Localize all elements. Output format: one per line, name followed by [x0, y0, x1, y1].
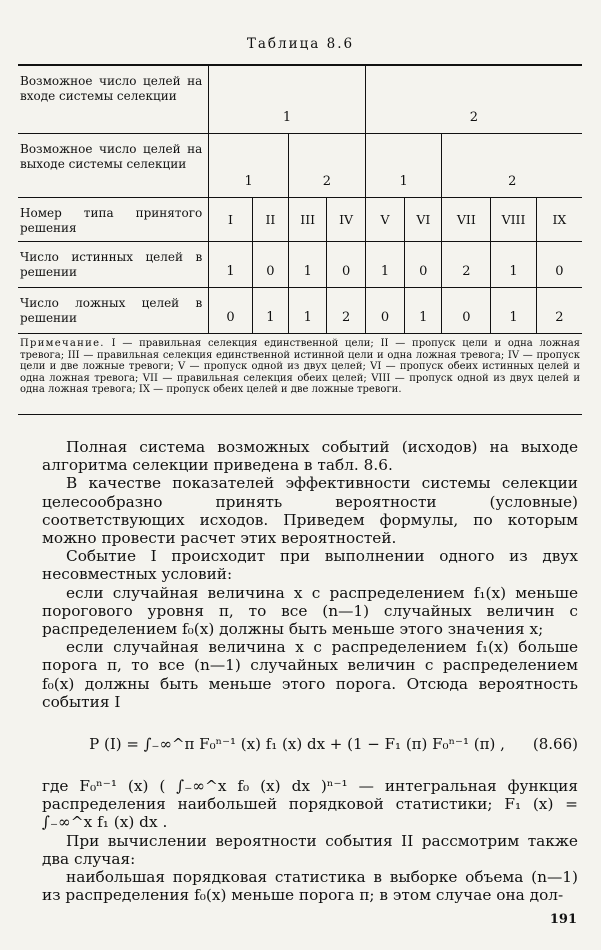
table-cell: 2	[289, 133, 366, 197]
table-cell: 1	[289, 287, 327, 333]
row-label-type: Номер типа принятого решения	[18, 197, 209, 241]
paragraph: Полная система возможных событий (исходов) на выходе алгоритма селекции приведена в табл. 8.6.	[42, 438, 578, 475]
table-cell: III	[289, 197, 327, 241]
table-cell: VIII	[491, 197, 537, 241]
table-cell: IV	[327, 197, 365, 241]
paragraph: В качестве показателей эффективности системы селекции целесообразно принять вероятности (условные) соответствующих исходов. Приведем формулы, по которым можно провести расчет этих вероятностей.	[42, 474, 578, 548]
paragraph: если случайная величина x с распределением f₁(x) меньше порогового уровня π, то все (n—1) случайных величин с распределением f₀(x) должны быть меньше этого значения x;	[42, 583, 578, 639]
table-cell: 1	[209, 241, 253, 287]
table-cell: 2	[536, 287, 582, 333]
table-cell: 0	[536, 241, 582, 287]
table-cell: 1	[491, 241, 537, 287]
note-text: I — правильная селекция единственной цели; II — пропуск цели и одна ложная тревога; III — правильная селекция единственной истинной цели и одна ложная тревога; IV — пропуск цели и две ложные тревоги; V — пропуск одной из двух целей; VI — пропуск обеих истинных целей и одна ложная тревога; VII — правильная селекция обеих целей; VIII — пропуск одной из двух целей и одна ложная тревога; IX — пропуск обеих целей и две ложные тревоги.	[20, 338, 580, 396]
divider	[18, 414, 582, 415]
table-cell: 1	[365, 133, 442, 197]
table-cell: 2	[327, 287, 365, 333]
table-row-output	[18, 133, 582, 197]
table-cell: 1	[405, 287, 442, 333]
table-cell: 0	[442, 287, 491, 333]
table-cell: 0	[252, 241, 288, 287]
formula-number: (8.66)	[532, 734, 578, 753]
row-label-false: Число ложных целей в решении	[18, 287, 209, 333]
table-cell: 1	[365, 241, 404, 287]
note-lead: Примечание.	[20, 338, 105, 349]
table-cell: 0	[327, 241, 365, 287]
table-cell: IX	[536, 197, 582, 241]
table-row-input	[18, 65, 582, 133]
table-row-false	[18, 287, 582, 333]
table-cell: VI	[405, 197, 442, 241]
table-cell: 2	[442, 241, 491, 287]
table-row-type	[18, 197, 582, 241]
table-caption: Таблица 8.6	[246, 36, 355, 52]
table-row-true	[18, 241, 582, 287]
body-text	[42, 438, 578, 904]
formula-8-66	[42, 711, 578, 777]
table-cell: 1	[209, 133, 289, 197]
table-cell: V	[365, 197, 404, 241]
paragraph: При вычислении вероятности события II рассмотрим также два случая:	[42, 831, 578, 868]
table-cell: I	[209, 197, 253, 241]
table-note	[20, 338, 580, 396]
page-number: 191	[549, 912, 577, 927]
row-label-true: Число истинных целей в решении	[18, 241, 209, 287]
table-8-6	[18, 64, 582, 334]
formula-expression: P (I) = ∫₋∞^π F₀ⁿ⁻¹ (x) f₁ (x) dx + (1 − F₁ (π) F₀ⁿ⁻¹ (π) ,	[89, 734, 505, 753]
table-cell: 1	[209, 65, 366, 133]
table-cell: 0	[365, 287, 404, 333]
table-cell: VII	[442, 197, 491, 241]
paragraph: если случайная величина x с распределением f₁(x) больше порога π, то все (n—1) случайных величин с распределением f₀(x) должны быть меньше этого порога. Отсюда вероятность события I	[42, 638, 578, 711]
row-label-output: Возможное число целей на выходе системы селекции	[18, 133, 209, 197]
table-cell: 0	[209, 287, 253, 333]
table-cell: II	[252, 197, 288, 241]
table-cell: 1	[252, 287, 288, 333]
table-cell: 2	[442, 133, 582, 197]
table-cell: 1	[289, 241, 327, 287]
paragraph: где F₀ⁿ⁻¹ (x) ( ∫₋∞^x f₀ (x) dx )ⁿ⁻¹ — интегральная функция распределения наибольшей порядковой статистики; F₁ (x) = ∫₋∞^x f₁ (x) dx .	[42, 777, 578, 832]
table-cell: 1	[491, 287, 537, 333]
table-cell: 0	[405, 241, 442, 287]
paragraph: наибольшая порядковая статистика в выборке объема (n—1) из распределения f₀(x) меньше порога π; в этом случае она дол-	[42, 868, 578, 905]
paragraph: Событие I происходит при выполнении одного из двух несовместных условий:	[42, 547, 578, 584]
table-cell: 2	[365, 65, 582, 133]
row-label-input: Возможное число целей на входе системы селекции	[18, 65, 209, 133]
